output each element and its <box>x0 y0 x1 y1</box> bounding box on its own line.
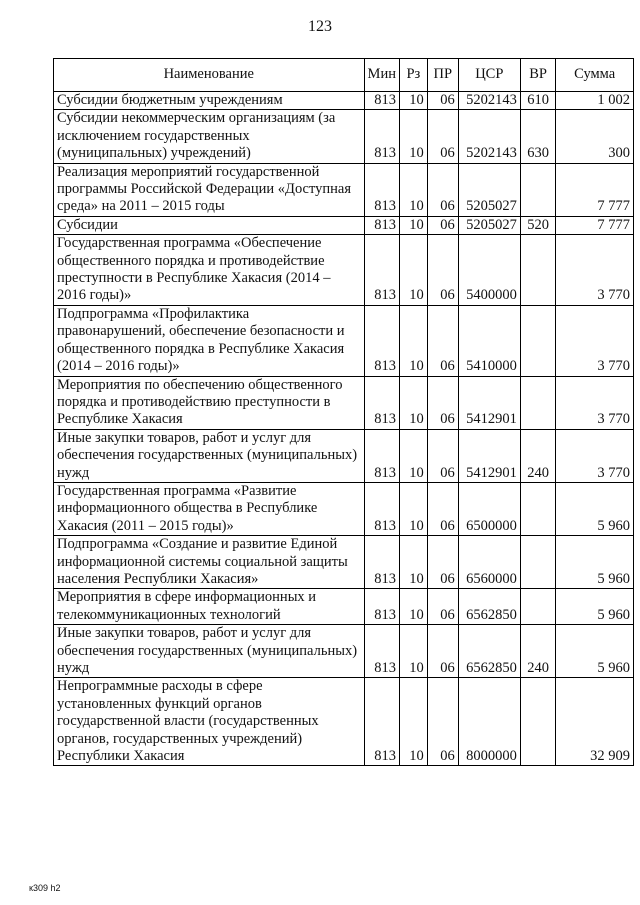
table-row <box>54 678 634 766</box>
cell-pr: 06 <box>427 92 458 110</box>
cell-min: 813 <box>364 110 399 163</box>
table-row <box>54 163 634 216</box>
cell-name: Иные закупки товаров, работ и услуг для обеспечения государственных (муниципальных) нужд <box>54 429 365 482</box>
cell-sum: 3 770 <box>556 235 634 306</box>
cell-pr: 06 <box>427 589 458 625</box>
cell-pr: 06 <box>427 235 458 306</box>
table-row <box>54 305 634 376</box>
cell-sum: 5 960 <box>556 482 634 535</box>
cell-vr: 630 <box>520 110 555 163</box>
cell-pr: 06 <box>427 482 458 535</box>
cell-pr: 06 <box>427 625 458 678</box>
cell-min: 813 <box>364 92 399 110</box>
cell-name: Мероприятия по обеспечению общественного порядка и противодействию преступности в Республике Хакасия <box>54 376 365 429</box>
budget-table <box>53 58 634 766</box>
cell-vr <box>520 235 555 306</box>
cell-pr: 06 <box>427 376 458 429</box>
cell-csr: 5202143 <box>458 92 520 110</box>
cell-rz: 10 <box>400 305 428 376</box>
cell-min: 813 <box>364 536 399 589</box>
table-row <box>54 625 634 678</box>
cell-sum: 7 777 <box>556 216 634 234</box>
cell-vr <box>520 678 555 766</box>
table-row <box>54 110 634 163</box>
header-vr: ВР <box>520 59 555 92</box>
cell-sum: 3 770 <box>556 305 634 376</box>
cell-csr: 5410000 <box>458 305 520 376</box>
cell-vr: 520 <box>520 216 555 234</box>
cell-name: Подпрограмма «Создание и развитие Единой информационной системы социальной защиты населения Республики Хакасия» <box>54 536 365 589</box>
cell-csr: 5202143 <box>458 110 520 163</box>
cell-rz: 10 <box>400 678 428 766</box>
cell-csr: 8000000 <box>458 678 520 766</box>
cell-min: 813 <box>364 625 399 678</box>
cell-csr: 6500000 <box>458 482 520 535</box>
cell-name: Государственная программа «Обеспечение общественного порядка и противодействие преступности в Республике Хакасия (2014 – 2016 годы)» <box>54 235 365 306</box>
header-rz: Рз <box>400 59 428 92</box>
cell-min: 813 <box>364 482 399 535</box>
cell-csr: 5412901 <box>458 429 520 482</box>
cell-vr <box>520 163 555 216</box>
table-row <box>54 536 634 589</box>
cell-rz: 10 <box>400 235 428 306</box>
cell-pr: 06 <box>427 216 458 234</box>
cell-min: 813 <box>364 589 399 625</box>
cell-csr: 5412901 <box>458 376 520 429</box>
cell-pr: 06 <box>427 429 458 482</box>
cell-pr: 06 <box>427 305 458 376</box>
cell-vr: 610 <box>520 92 555 110</box>
cell-sum: 300 <box>556 110 634 163</box>
cell-rz: 10 <box>400 163 428 216</box>
cell-csr: 6560000 <box>458 536 520 589</box>
cell-pr: 06 <box>427 163 458 216</box>
table-header-row <box>54 59 634 92</box>
cell-min: 813 <box>364 376 399 429</box>
header-min: Мин <box>364 59 399 92</box>
cell-vr <box>520 536 555 589</box>
table-row <box>54 482 634 535</box>
cell-sum: 5 960 <box>556 589 634 625</box>
cell-rz: 10 <box>400 110 428 163</box>
header-pr: ПР <box>427 59 458 92</box>
cell-rz: 10 <box>400 92 428 110</box>
cell-name: Подпрограмма «Профилактика правонарушений, обеспечение безопасности и общественного порядка в Республике Хакасия (2014 – 2016 годы)» <box>54 305 365 376</box>
table-row <box>54 429 634 482</box>
cell-name: Субсидии бюджетным учреждениям <box>54 92 365 110</box>
table-row <box>54 235 634 306</box>
cell-min: 813 <box>364 235 399 306</box>
cell-pr: 06 <box>427 678 458 766</box>
cell-sum: 3 770 <box>556 429 634 482</box>
cell-name: Иные закупки товаров, работ и услуг для обеспечения государственных (муниципальных) нужд <box>54 625 365 678</box>
footer-code: к309 h2 <box>29 883 61 893</box>
cell-csr: 6562850 <box>458 625 520 678</box>
table-row <box>54 216 634 234</box>
cell-vr <box>520 589 555 625</box>
cell-csr: 5205027 <box>458 163 520 216</box>
cell-sum: 3 770 <box>556 376 634 429</box>
cell-min: 813 <box>364 216 399 234</box>
cell-vr <box>520 482 555 535</box>
table-row <box>54 92 634 110</box>
header-name: Наименование <box>54 59 365 92</box>
header-csr: ЦСР <box>458 59 520 92</box>
cell-name: Субсидии <box>54 216 365 234</box>
cell-sum: 1 002 <box>556 92 634 110</box>
cell-rz: 10 <box>400 536 428 589</box>
cell-csr: 5400000 <box>458 235 520 306</box>
table-row <box>54 589 634 625</box>
cell-name: Государственная программа «Развитие информационного общества в Республике Хакасия (2011 – 2015 годы)» <box>54 482 365 535</box>
cell-rz: 10 <box>400 376 428 429</box>
cell-min: 813 <box>364 163 399 216</box>
cell-name: Мероприятия в сфере информационных и телекоммуникационных технологий <box>54 589 365 625</box>
cell-name: Непрограммные расходы в сфере установленных функций органов государственной власти (государственных органов, государственных учреждений) Республики Хакасия <box>54 678 365 766</box>
cell-sum: 5 960 <box>556 625 634 678</box>
cell-vr <box>520 305 555 376</box>
cell-csr: 5205027 <box>458 216 520 234</box>
cell-sum: 7 777 <box>556 163 634 216</box>
cell-rz: 10 <box>400 625 428 678</box>
cell-pr: 06 <box>427 110 458 163</box>
cell-min: 813 <box>364 678 399 766</box>
cell-rz: 10 <box>400 216 428 234</box>
cell-vr: 240 <box>520 429 555 482</box>
table-row <box>54 376 634 429</box>
cell-rz: 10 <box>400 482 428 535</box>
cell-sum: 32 909 <box>556 678 634 766</box>
cell-sum: 5 960 <box>556 536 634 589</box>
cell-csr: 6562850 <box>458 589 520 625</box>
cell-name: Реализация мероприятий государственной программы Российской Федерации «Доступная среда» на 2011 – 2015 годы <box>54 163 365 216</box>
cell-rz: 10 <box>400 429 428 482</box>
cell-vr: 240 <box>520 625 555 678</box>
cell-rz: 10 <box>400 589 428 625</box>
cell-vr <box>520 376 555 429</box>
page-number: 123 <box>308 18 332 35</box>
cell-min: 813 <box>364 305 399 376</box>
cell-min: 813 <box>364 429 399 482</box>
cell-pr: 06 <box>427 536 458 589</box>
header-sum: Сумма <box>556 59 634 92</box>
cell-name: Субсидии некоммерческим организациям (за исключением государственных (муниципальных) учреждений) <box>54 110 365 163</box>
